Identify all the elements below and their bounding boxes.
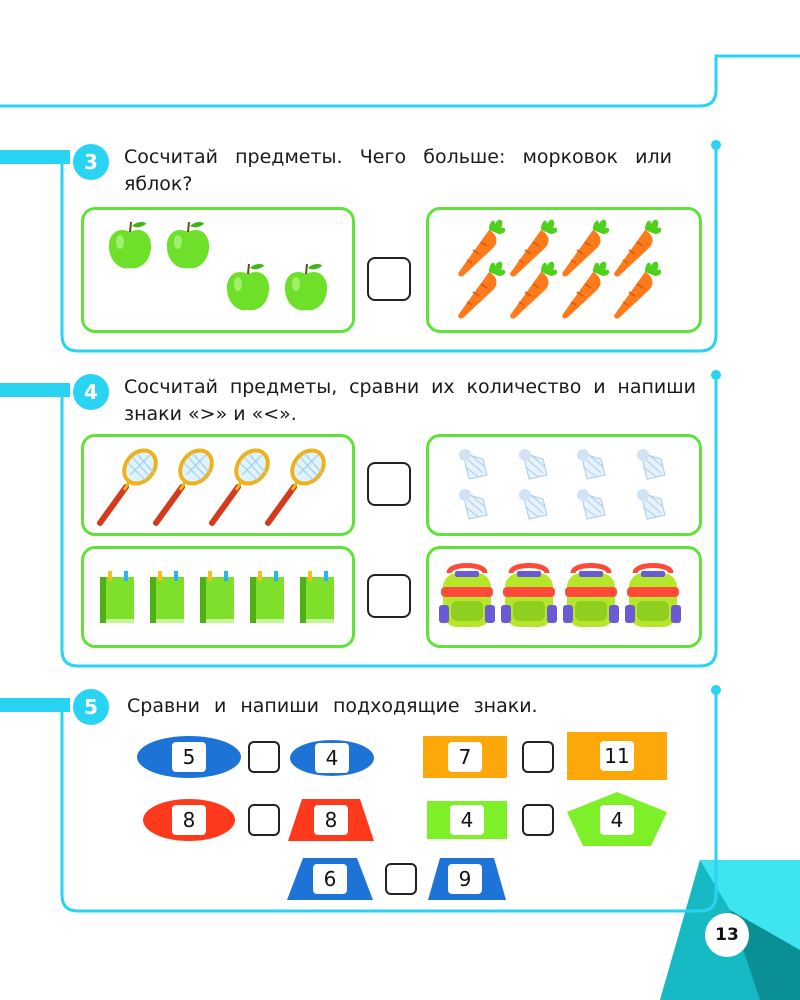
book-icon: [250, 571, 284, 623]
shuttlecock-icon: [577, 449, 605, 479]
shuttlecocks-group: [429, 437, 699, 533]
rackets-group: [84, 437, 352, 533]
task4-shuttlecocks-box: [426, 434, 702, 536]
book-icon: [150, 571, 184, 623]
backpack-icon: [625, 566, 681, 628]
racket-icon: [268, 444, 330, 523]
task3-carrots-box: [426, 207, 702, 333]
task5-answer-box-4[interactable]: [522, 804, 554, 836]
task4-number-text: 4: [84, 380, 98, 404]
task5-number: [73, 689, 109, 725]
book-icon: [200, 571, 234, 623]
task4-rackets-box: [81, 434, 355, 536]
shuttlecock-icon: [519, 449, 547, 479]
task3-number-text: 3: [84, 150, 98, 174]
task3-text: Сосчитай предметы. Чего больше: морковок или яблок?: [124, 146, 672, 195]
task3-apples-box: [81, 207, 355, 333]
number-card: 4: [315, 743, 349, 773]
task3-answer-box[interactable]: [367, 257, 411, 301]
task5-answer-box-1[interactable]: [248, 741, 280, 773]
shuttlecock-icon: [519, 489, 547, 519]
shuttlecock-icon: [577, 489, 605, 519]
page-number: 13: [715, 925, 739, 945]
task4-books-box: [81, 546, 355, 648]
number-card: 8: [314, 805, 348, 835]
number-card: 8: [172, 805, 206, 835]
number-card: 7: [448, 742, 482, 772]
apple-icon: [227, 264, 269, 310]
backpack-icon: [563, 566, 619, 628]
shuttlecock-icon: [637, 449, 665, 479]
apple-icon: [109, 222, 151, 268]
backpacks-group: [429, 549, 699, 645]
task5-number-text: 5: [84, 695, 98, 719]
racket-icon: [156, 444, 218, 523]
number-card: 4: [600, 805, 634, 835]
apples-group: [84, 210, 352, 330]
task5-answer-box-2[interactable]: [522, 741, 554, 773]
apple-icon: [167, 222, 209, 268]
number-card: 11: [600, 741, 634, 771]
books-group: [84, 549, 352, 645]
number-card: 6: [313, 864, 347, 894]
racket-icon: [100, 444, 162, 523]
task5-text: Сравни и напиши подходящие знаки.: [127, 695, 538, 717]
shuttlecock-icon: [459, 489, 487, 519]
carrots-group: [429, 210, 699, 330]
task4-number: [73, 374, 109, 410]
book-icon: [300, 571, 334, 623]
backpack-icon: [439, 566, 495, 628]
task4-text: Сосчитай предметы, сравни их количество и напиши знаки «>» и «<».: [124, 376, 696, 425]
task4-answer-box-2[interactable]: [367, 574, 411, 618]
apple-icon: [285, 264, 327, 310]
shuttlecock-icon: [459, 449, 487, 479]
number-card: 4: [450, 805, 484, 835]
racket-icon: [212, 444, 274, 523]
book-icon: [100, 571, 134, 623]
task5-answer-box-3[interactable]: [248, 804, 280, 836]
task4-answer-box-1[interactable]: [367, 462, 411, 506]
number-card: 9: [448, 864, 482, 894]
task5-answer-box-5[interactable]: [385, 863, 417, 895]
page-top-frame: [0, 0, 800, 120]
backpack-icon: [501, 566, 557, 628]
number-card: 5: [172, 742, 206, 772]
shuttlecock-icon: [637, 489, 665, 519]
task4-backpacks-box: [426, 546, 702, 648]
task3-number: [73, 144, 109, 180]
